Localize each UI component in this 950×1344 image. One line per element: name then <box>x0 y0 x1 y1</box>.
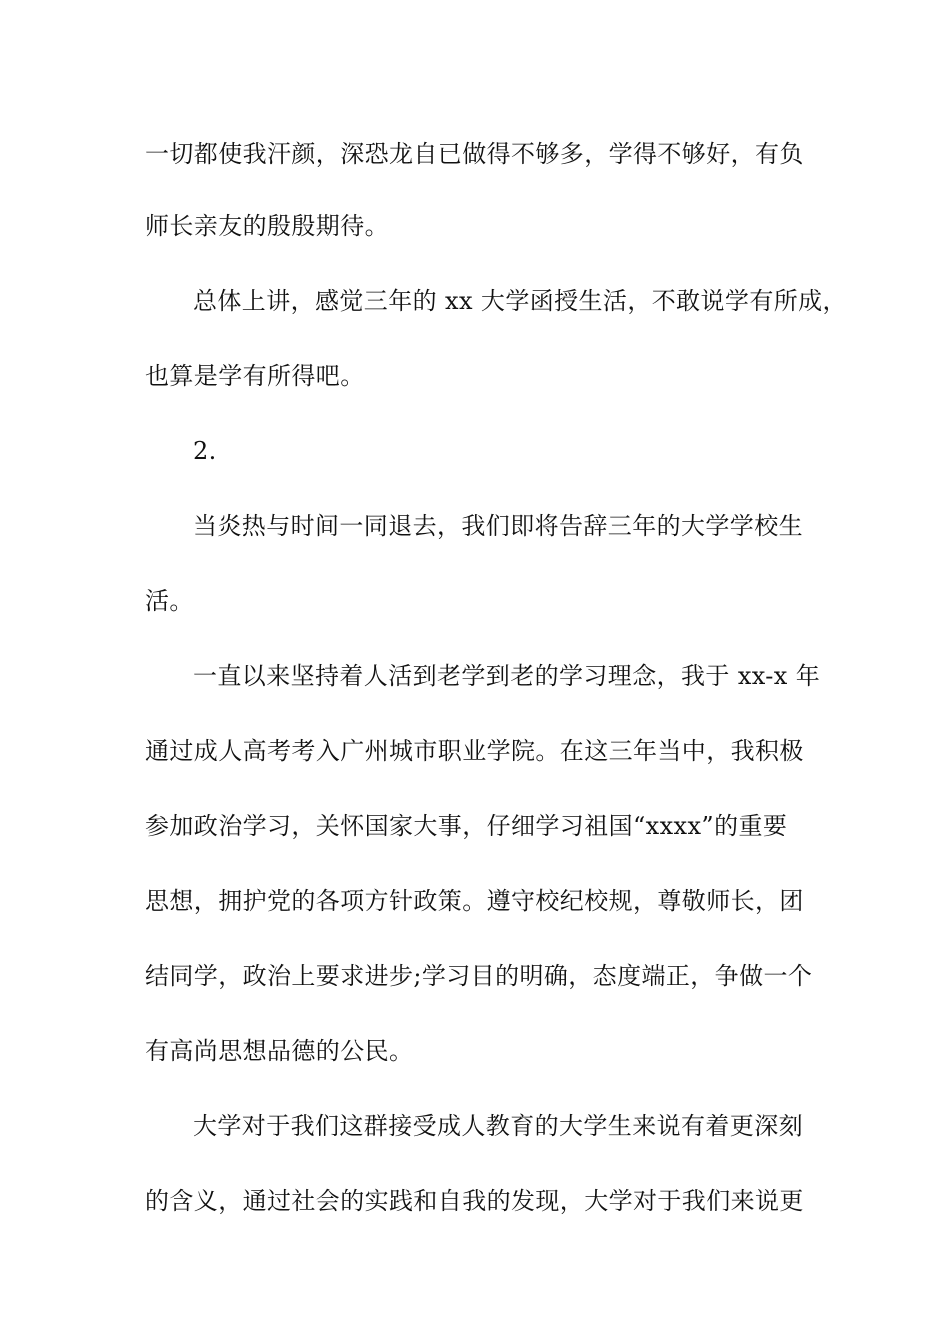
text-line: 通过成人高考考入广州城市职业学院。在这三年当中，我积极 <box>145 737 804 765</box>
paragraph-first-line: 总体上讲，感觉三年的 xx 大学函授生活，不敢说学有所成， <box>193 287 847 315</box>
text-line: 结同学，政治上要求进步;学习目的明确，态度端正，争做一个 <box>145 962 813 990</box>
text-line: 参加政治学习，关怀国家大事，仔细学习祖国“xxxx”的重要 <box>145 812 788 840</box>
text-line: 活。 <box>145 587 194 615</box>
paragraph-first-line: 当炎热与时间一同退去，我们即将告辞三年的大学学校生 <box>193 512 803 540</box>
text-line: 师长亲友的殷殷期待。 <box>145 212 389 240</box>
text-line: 有高尚思想品德的公民。 <box>145 1037 414 1065</box>
section-number: 2. <box>193 437 217 465</box>
text-line: 的含义，通过社会的实践和自我的发现，大学对于我们来说更 <box>145 1187 804 1215</box>
paragraph-first-line: 大学对于我们这群接受成人教育的大学生来说有着更深刻 <box>193 1112 803 1140</box>
text-line: 思想，拥护党的各项方针政策。遵守校纪校规，尊敬师长，团 <box>145 887 804 915</box>
text-line: 一切都使我汗颜，深恐龙自已做得不够多，学得不够好，有负 <box>145 140 804 168</box>
text-line: 也算是学有所得吧。 <box>145 362 365 390</box>
paragraph-first-line: 一直以来坚持着人活到老学到老的学习理念，我于 xx-x 年 <box>193 662 821 690</box>
